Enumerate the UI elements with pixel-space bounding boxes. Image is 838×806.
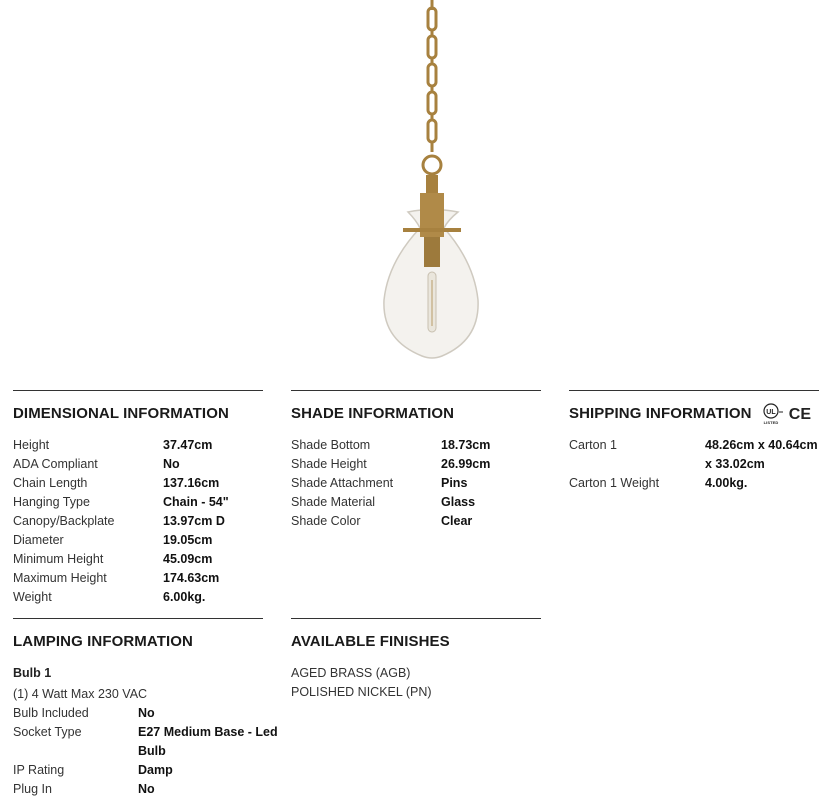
- spec-row: [13, 550, 263, 569]
- spec-row: [569, 436, 825, 474]
- spec-value: 37.47cm: [163, 438, 213, 452]
- spec-row: [569, 474, 825, 493]
- product-image: [360, 0, 490, 370]
- bulb-title: Bulb 1: [13, 666, 52, 680]
- section-divider: [291, 390, 541, 391]
- ul-mark: UL: [766, 409, 776, 417]
- spec-value: 19.05cm: [163, 533, 213, 547]
- spec-label: Socket Type: [13, 725, 82, 739]
- spec-row: [13, 512, 263, 531]
- spec-value: No: [163, 457, 180, 471]
- spec-label: Hanging Type: [13, 495, 90, 509]
- spec-row: [13, 455, 263, 474]
- finish-item: POLISHED NICKEL (PN): [291, 685, 432, 699]
- spec-row: [13, 704, 288, 723]
- spec-row: [291, 493, 541, 512]
- spec-row: [13, 474, 263, 493]
- shipping-title: SHIPPING INFORMATION: [569, 405, 752, 422]
- spec-value: Glass: [441, 495, 476, 509]
- spec-label: ADA Compliant: [13, 457, 98, 471]
- section-divider: [13, 390, 263, 391]
- spec-row: [13, 780, 288, 799]
- dimensional-section: [13, 390, 263, 607]
- dimensional-heading: DIMENSIONAL INFORMATION: [13, 405, 229, 422]
- spec-value: 13.97cm D: [163, 514, 225, 528]
- bulb-description: (1) 4 Watt Max 230 VAC: [13, 687, 148, 701]
- spec-row: [291, 474, 541, 493]
- finishes-heading: AVAILABLE FINISHES: [291, 633, 450, 650]
- spec-row: [13, 531, 263, 550]
- spec-row: [13, 569, 263, 588]
- chain: [423, 0, 441, 174]
- spec-row: [13, 436, 263, 455]
- shade-section: [291, 390, 541, 531]
- spec-value: E27 Medium Base - Led Bulb: [138, 725, 278, 758]
- spec-value: 26.99cm: [441, 457, 491, 471]
- finish-item: AGED BRASS (AGB): [291, 666, 411, 680]
- ce-mark: CE: [788, 406, 812, 424]
- spec-row: [13, 761, 288, 780]
- spec-value: Clear: [441, 514, 473, 528]
- spec-value: 6.00kg.: [163, 590, 206, 604]
- spec-row: [291, 512, 541, 531]
- spec-label: Plug In: [13, 782, 52, 796]
- spec-label: Diameter: [13, 533, 64, 547]
- spec-label: Shade Color: [291, 514, 361, 528]
- section-divider: [291, 618, 541, 619]
- spec-label: Shade Height: [291, 457, 367, 471]
- listed-mark: LISTED: [763, 420, 779, 426]
- spec-value: 48.26cm x 40.64cm x 33.02cm: [705, 438, 818, 471]
- spec-value: No: [138, 706, 155, 720]
- shipping-heading: [569, 402, 825, 426]
- shade-heading: SHADE INFORMATION: [291, 405, 455, 422]
- spec-row: [13, 493, 263, 512]
- shipping-section: [569, 390, 825, 493]
- spec-value: 4.00kg.: [705, 476, 748, 490]
- spec-label: Shade Attachment: [291, 476, 394, 490]
- certification-icon: [762, 403, 818, 425]
- spec-value: 174.63cm: [163, 571, 220, 585]
- spec-label: Bulb Included: [13, 706, 89, 720]
- lamping-heading: LAMPING INFORMATION: [13, 633, 193, 650]
- spec-value: No: [138, 782, 155, 796]
- spec-value: 45.09cm: [163, 552, 213, 566]
- spec-label: Weight: [13, 590, 52, 604]
- finishes-section: [291, 618, 541, 702]
- spec-value: Pins: [441, 476, 468, 490]
- lamping-section: [13, 618, 288, 799]
- spec-row: [13, 723, 288, 761]
- spec-value: 137.16cm: [163, 476, 220, 490]
- spec-label: Carton 1: [569, 438, 617, 452]
- spec-label: Chain Length: [13, 476, 88, 490]
- spec-label: Height: [13, 438, 50, 452]
- spec-label: Minimum Height: [13, 552, 104, 566]
- spec-label: Canopy/Backplate: [13, 514, 115, 528]
- spec-label: IP Rating: [13, 763, 65, 777]
- spec-label: Shade Material: [291, 495, 376, 509]
- section-divider: [13, 618, 263, 619]
- spec-label: Shade Bottom: [291, 438, 371, 452]
- section-divider: [569, 390, 819, 391]
- spec-row: [13, 588, 263, 607]
- spec-value: 18.73cm: [441, 438, 491, 452]
- spec-label: Maximum Height: [13, 571, 107, 585]
- spec-label: Carton 1 Weight: [569, 476, 660, 490]
- spec-value: Damp: [138, 763, 173, 777]
- spec-row: [291, 455, 541, 474]
- spec-row: [291, 436, 541, 455]
- spec-value: Chain - 54": [163, 495, 229, 509]
